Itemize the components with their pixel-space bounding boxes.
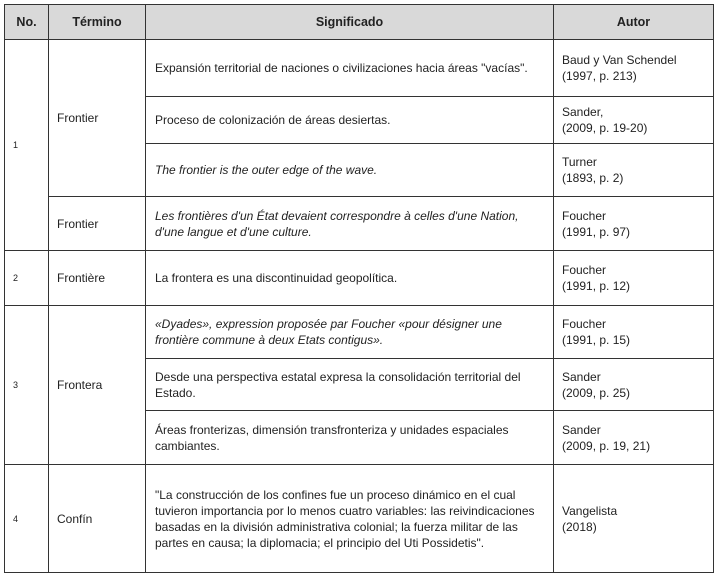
author (554, 40, 714, 97)
author-ref: (2018) (562, 519, 597, 534)
meaning: «Dyades», expression proposée par Foucher «pour désigner une frontière commune à deux Etats contigus». (146, 306, 554, 359)
header-autor: Autor (554, 5, 714, 40)
meaning: Les frontières d'un État devaient correspondre à celles d'une Nation, d'une langue et d'une culture. (146, 197, 554, 251)
meaning: Proceso de colonización de áreas desiertas. (146, 97, 554, 144)
author-name: Baud y Van Schendel (562, 53, 677, 67)
author (554, 197, 714, 251)
meaning: Desde una perspectiva estatal expresa la consolidación territorial del Estado. (146, 359, 554, 411)
author-name: Turner (562, 155, 597, 169)
table-row (5, 197, 714, 251)
author-ref: (1997, p. 213) (562, 69, 637, 83)
author-name: Foucher (562, 263, 607, 277)
author-name: Sander (562, 422, 601, 437)
table-row (5, 40, 714, 97)
meaning: "La construcción de los confines fue un proceso dinámico en el cual tuvieron importancia por lo menos cuatro variables: las reivindicaciones basadas en la división administrativa colonial; la fuerza militar de las partes en causa; la diplomacia; el principio del Uti Possidetis". (146, 465, 554, 573)
meaning: La frontera es una discontinuidad geopolítica. (146, 251, 554, 306)
author-ref: (2009, p. 19, 21) (562, 438, 651, 453)
term: Frontier (49, 197, 146, 251)
author-ref: (1991, p. 12) (562, 279, 631, 293)
author (554, 251, 714, 306)
author (554, 97, 714, 144)
author-name: Sander, (562, 105, 604, 119)
meaning: Áreas fronterizas, dimensión transfronteriza y unidades espaciales cambiantes. (146, 411, 554, 465)
header-termino: Término (49, 5, 146, 40)
author-ref: (1991, p. 15) (562, 333, 631, 347)
author (554, 411, 714, 465)
term: Frontera (49, 306, 146, 465)
row-number: 1 (5, 40, 49, 251)
author-name: Sander (562, 369, 601, 384)
table-row (5, 251, 714, 306)
author (554, 144, 714, 197)
row-number: 3 (5, 306, 49, 465)
row-number: 2 (5, 251, 49, 306)
meaning: Expansión territorial de naciones o civilizaciones hacia áreas "vacías". (146, 40, 554, 97)
author-name: Foucher (562, 208, 607, 223)
author-name: Vangelista (562, 503, 618, 518)
term: Frontier (49, 40, 146, 197)
header-significado: Significado (146, 5, 554, 40)
table-row (5, 465, 714, 573)
author-ref: (1893, p. 2) (562, 171, 624, 185)
author-ref: (2009, p. 25) (562, 385, 631, 400)
author-ref: (2009, p. 19-20) (562, 121, 648, 135)
term: Confín (49, 465, 146, 573)
author (554, 306, 714, 359)
table-row (5, 306, 714, 359)
meaning: The frontier is the outer edge of the wave. (146, 144, 554, 197)
author-name: Foucher (562, 317, 607, 331)
author (554, 465, 714, 573)
definitions-table (4, 4, 714, 573)
row-number: 4 (5, 465, 49, 573)
header-row (5, 5, 714, 40)
author-ref: (1991, p. 97) (562, 224, 631, 239)
author (554, 359, 714, 411)
header-no: No. (5, 5, 49, 40)
term: Frontière (49, 251, 146, 306)
